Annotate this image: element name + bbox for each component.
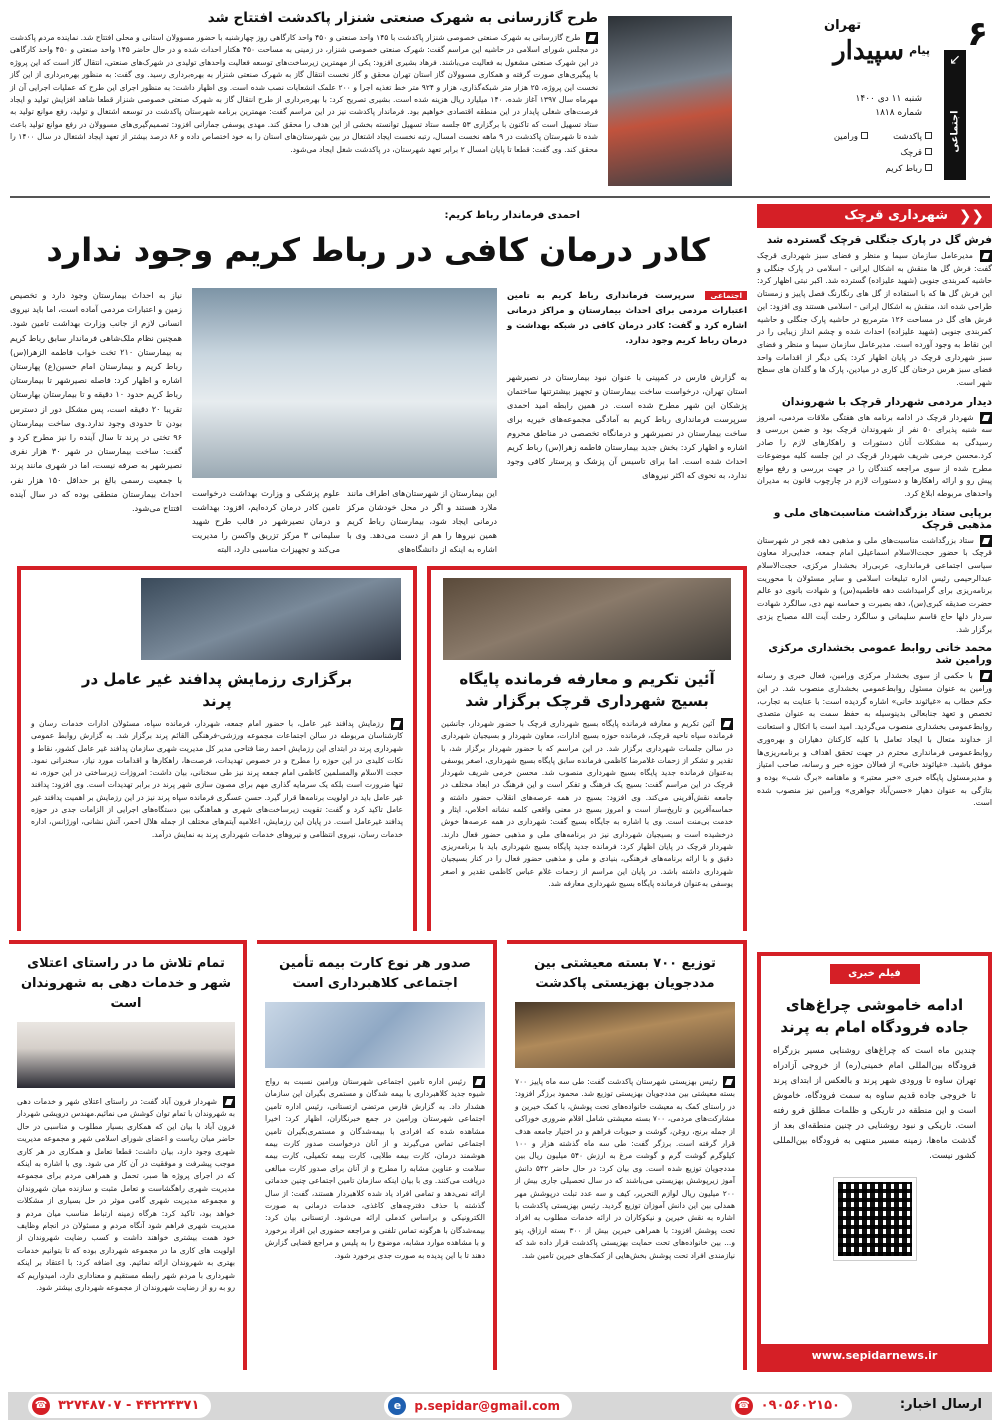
- email-address[interactable]: e p.sepidar@gmail.com: [384, 1394, 572, 1418]
- box-basij-body: آئین تکریم و معارفه فرمانده پایگاه بسیج شهرداری قرچک با حضور شهردار، جانشین فرمانده سپاه ناحیه قرچک، فرمانده حوزه بسیج ادارات، معاون شهردار و بسیجیان شهرداری در سالن جلسات شهرداری برگزار شد. در این مراسم که با حضور شهردار برگزار شد، با تقدیر و تشکر از زحمات غلامرضا کاظمی فرمانده سابق پایگاه بسیج شهرداری، اصغر یوسفی به‌عنوان فرمانده جدید پایگاه بسیج شهرداری منصوب شد. محسن خرمی شریف شهردار قرچک در این مراسم گفت: بسیج یک فرهنگ و تفکر است و این فرهنگ در ابعاد مختلف در جامعه نقش‌آفرینی می‌کند. وی افزود: بسیج در همه عرصه‌های انقلاب حضور داشته و حماسه‌آفرین و تاریخ‌ساز است و امروز بسیج در معنی واقعی کلمه نشانه اخلاص، ایثار و خدمت بی‌منت است. وی با اشاره به جایگاه بسیج گفت: شهرداری در همه عرصه‌ها خوش درخشیده است و بسیجیان شهرداری نیز در برنامه‌های ملی و مذهبی حضور فعال دارند. شهردار قرچک در پایان اظهار کرد: فرمانده جدید پایگاه بسیج شهرداری باید با برنامه‌ریزی دقیق و با ارائه برنامه‌های فرهنگی، بنیادی و ملی و مذهبی حضور فعال را در کنار بسیجیان شهرداری داشته باشد. در پایان این مراسم از زحمات غلام عباس کاظمی تقدیر و اصغر یوسفی به‌عنوان فرمانده پایگاه بسیج شهرداری معارفه شد.: [441, 719, 733, 888]
- story-bottom-middle: [257, 940, 497, 1370]
- film-label: فیلم خبری: [830, 964, 920, 984]
- main-story-kicker: احمدی فرماندار رباط کریم:: [444, 210, 580, 221]
- insurance-cards-photo: [265, 1002, 485, 1068]
- sidebar-item-2: [757, 396, 992, 501]
- story-bottom-right: [507, 940, 747, 1370]
- main-story-title: کادر درمان کافی در رباط کریم وجود ندارد: [46, 231, 710, 269]
- sidebar-item-title: دیدار مردمی شهردار قرچک با شهروندان: [781, 395, 992, 408]
- box-parand-body: رزمایش پدافند غیر عامل، با حضور امام جمعه، شهردار، فرمانده سپاه، مسئولان ادارات خدمات رسان و کارشناسان مربوطه در سالن اجتماعات مجموعه ورزشی-فرهنگی القائم پرند برگزار شد. به گزارش روابط عمومی شهرداری پرند در ابتدای این رزمایش احمد رضا فتاحی مدیر کل مدیریت شهری سازمان پدافند غیر عامل کشور، نقاط و نکات کلیدی در این حوزه را مطرح و در خصوص تهدیدات، فرصت‌ها، راهکارها و اقدامات مورد نیاز، سخنرانی نمود. حجت الاسلام والمسلمین کاظمی امام جمعه پرند نیز طی سخنانی، بیان داشت: امروزات زیرساختی در این حوزه، نه تنها ضرورت است بلکه یک سرمایه گذاری مهم برای مصون سازی شهر پرند در برابر تهدیدات است. وی افزود: پدافند غیر عامل باید در اولویت برنامه‌ها قرار گیرد. حسن عسگری فرمانده سپاه پرند نیز در این رزمایش بر اهمیت پدافند غیر عامل تاکید کرد و گفت: تقویت زیرساخت‌های شهری و هماهنگی بین دستگاه‌های اجرایی از الزامات جدی در حوزه پدافند غیرعامل است. در پایان این رزمایش، اعلامیه آیتم‌های مختلف از جمله هلال احمر، آتش نشانی، اورژانس، اداره خدمات رسان، نیروی انتظامی و نیروهای خدمات شهرداری پرند به نمایش درآمد.: [31, 719, 403, 839]
- food-packages-photo: [515, 1002, 735, 1068]
- story-bottom-left-title: تمام تلاش ما در راستای اعتلای شهر و خدمات دهی به شهروندان است: [20, 956, 232, 1011]
- story-bottom-right-title: توزیع ۷۰۰ بسته معیشتی بین مددجویان بهزیستی پاکدشت: [534, 956, 716, 991]
- story-bottom-left-body: شهردار فرون آباد گفت: در راستای اعتلای شهر و خدمات دهی به شهروندان با تمام توان کوشش می نمائیم.مهندس درویشی شهردار فرون آباد با بیان این که همکاری بسیار مطلوب و مناسبی در حال حاضر میان ریاست و اعضای شورای اسلامی شهر و مجموعه مدیریت شهری وجود دارد، بیان داشت: قطعا تعامل و همکاری در هر کاری موجب پیشرفت و موفقیت در آن کار می شود. وی با اشاره به اینکه که در اجرای پروژه ها صبر، تحمل و همراهی مردم برای مجموعه مدیریت شهری راهگشاست و تعامل مثبت و سازنده میان شهروندان و مجموعه مدیریت شهری گامی موثر در حل بسیاری از مشکلات خواهد بود، تاکید کرد: هرگاه زمینه ارتباط مناسب میان مردم و مدیریت شهری فراهم شود آنگاه مردم و مسئولان در انجام وظایف خود همت بیشتری خواهند داشت و کسب رضایت شهروندان از اولویت های کاری ما در مجموعه شهرداری بوده که تا بتوانیم خدمات بهتری به شهروندان ارائه نمائیم. وی اضافه کرد: با اعتقاد بر اینکه شهرداری با مردم شهر رابطه مستقیم و معناداری دارد، امیدواریم که رو به رو از رضایت شهروندان از مجموعه شهرداری بیشتر شود.: [16, 1097, 235, 1293]
- news-bullet-icon: [223, 1096, 235, 1108]
- page-number: ۶: [967, 14, 988, 54]
- news-bullet-icon: [980, 412, 992, 424]
- sidebar-item-3: [757, 507, 992, 637]
- sidebar-item-1: [757, 234, 992, 390]
- phone-mobile[interactable]: ☎ ۰۹۰۵۶۰۲۱۵۰: [731, 1394, 852, 1418]
- news-bullet-icon: [473, 1076, 485, 1088]
- city-pakdasht[interactable]: پاکدشت: [893, 132, 932, 142]
- issue-date: شنبه ۱۱ دی ۱۴۰۰: [855, 94, 922, 104]
- city-list: [812, 128, 932, 188]
- logo-text-top: پیام: [909, 44, 930, 57]
- parand-drill-photo: [141, 578, 401, 660]
- section-vertical-bar: [944, 50, 966, 180]
- email-icon: e: [388, 1397, 406, 1415]
- sidebar-item-body: شهردار قرچک در ادامه برنامه های هفتگی ملاقات مردمی، امروز سه شنبه پذیرای ۵۰ نفر از شهروندان قرچک بود و ضمن بررسی و رسیدگی به مشکلات آنان دستورات و راهکارهای لازم را صادر کرد.محسن خرمی شریف شهردار قرچک در این جلسه کلیه موضوعات مطرح شده از سوی مراجعه کنندگان را در جهت بررسی و رفع موانع پیش رو و ارائه راهکارها و دستورات لازم در چارچوب قانون به مدیران واحدهای مربوطه ابلاغ کرد.: [757, 412, 992, 498]
- news-bullet-icon: [723, 1076, 735, 1088]
- mayor-portrait-photo: [17, 1022, 235, 1088]
- story-bottom-middle-body: رئیس اداره تامین اجتماعی شهرستان ورامین نسبت به رواج شیوه جدید کلاهبرداری با بیمه شدگان و مستمری بگیران این سازمان هشدار داد. به گزارش فارس مرتضی ارتستانی، رئیس اداره تامین اجتماعی شهرستان ورامین در جمع خبرنگاران، اظهار کرد: اخیرا مشاهده شده که افرادی با بیمه‌شدگان و مستمری‌بگیران تامین اجتماعی تماس می‌گیرند و از آنان درخواست صدور کارت بیمه هوشمند درمان، کارت بیمه طلایی، کارت بیمه تکمیلی، کارت بیمه سلامت و عناوین مشابه را مطرح و از آنان برای صدور کارت مبالغی دریافت می‌کنند. وی با بیان اینکه سازمان تامین اجتماعی چنین خدماتی ارائه نمی‌دهد و تمامی افراد یاد شده کلاهبردار هستند، گفت: از سال گذشته با حذف دفترچه‌های کاغذی، خدمات درمانی به صورت الکترونیکی و براساس کدملی ارائه می‌شود. ارتستانی بیان کرد: بیمه‌شدگان با هرگونه تماس تلفنی و مراجعه حضوری این افراد برخورد و با مشاهده موارد مشابه، موضوع را به پلیس و مراجع قضایی گزارش دهند تا با این پدیده به صورت جدی برخورد شود.: [265, 1077, 485, 1260]
- city-qarchak[interactable]: قرچک: [900, 148, 932, 158]
- box-parand: [17, 566, 417, 931]
- news-bullet-icon: [980, 250, 992, 262]
- checkbox-icon: [925, 164, 932, 171]
- main-story-lead: [507, 288, 747, 349]
- phone-landline[interactable]: ☎ ۳۲۷۴۸۷۰۷ - ۴۴۲۲۴۳۷۱: [28, 1394, 211, 1418]
- sidebar-item-title: برپایی ستاد بزرگداشت مناسبت‌های ملی و مذهبی قرچک: [773, 506, 992, 531]
- news-bullet-icon: [391, 718, 403, 730]
- sidebar-header: ❮❮ شهرداری قرچک: [757, 204, 992, 228]
- news-bullet-icon: [980, 535, 992, 547]
- section-tag: اجتماعی: [705, 291, 747, 300]
- divider-top: [10, 196, 990, 198]
- box-basij: [427, 566, 747, 931]
- logo-text-city: تهران: [824, 18, 862, 33]
- top-story: [10, 10, 598, 190]
- sidebar-item-body: ستاد بزرگداشت مناسبت‌های ملی و مذهبی دهه فجر در شهرستان قرچک با حضور حجت‌الاسلام اسماعیلی امام جمعه، خدایی‌راد معاون سیاسی اجتماعی فرمانداری، عربی‌راد بخشدار مرکزی، حجت‌الاسلام عبدالرحیمی رئیس اداره تبلیغات اسلامی و سایر مسئولان با محوریت برنامه‌ریزی برای گرامیداشت دهه فاطمیه(س) و شهادت بانوی دو عالم حضرت صدیقه کبری(س)، دهه بصیرت و حماسه نهم دی، سالگرد شهادت سردار دلها حاج قاسم سلیمانی و سالگرد رحلت آیت الله مصباح یزدی برگزار شد.: [757, 535, 992, 634]
- story-bottom-left: [9, 940, 247, 1370]
- news-bullet-icon: [980, 670, 992, 682]
- sidebar-item-4: [757, 642, 992, 810]
- masthead: [742, 8, 992, 188]
- qr-code[interactable]: [834, 1178, 916, 1260]
- logo-text-main: سپیدار: [833, 36, 904, 66]
- sidebar-item-title: محمد خانی روابط عمومی بخشداری مرکزی ورامین شد: [768, 642, 992, 667]
- top-story-body: طرح گازرسانی به شهرک صنعتی خصوصی شنزار پاکدشت با ۱۴۵ واحد صنعتی و ۴۵۰ واحد کارگاهی روز چهارشنبه با حضور مسوولان استانی و محلی افتتاح شد. نماینده مردم پاکدشت در مجلس شورای اسلامی در حاشیه این مراسم گفت: شهرک صنعتی خصوصی شنزار، در زمینی به مساحت ۴۵۰ هکتار احداث شده و در حال حاضر ۱۴۵ واحد صنعتی و ۴۵۰ واحد کارگاهی در این شهرک صنعتی مشغول به فعالیت می‌باشند. فرهاد بشیری افزود: یکی از مهمترین زیرساخت‌های توسعه فعالیت واحدهای تولیدی در شهرک‌های صنعتی، انتقال گاز است که این پروژه با پیگیری‌های صورت گرفته و همکاری مسوولان گاز استان تهران محقق و گاز نخست انتقال گاز به شهرک صنعتی شنزار به بهره‌برداری رسید. وی گفت: به منظور بهره‌برداری از این گاز نخست این پروژه، ۲۵ هزار متر شبکه‌گذاری، هزار و ۹۲۴ متر خط تغذیه اجرا و ۲۰۰ علمک انشعابات نصب شده است. وی اظهار داشت: به منظور اجرای این طرح که عملیات اجرایی آن از مهرماه سال ۱۳۹۷ آغاز شده، ۱۴۰ میلیارد ریال هزینه شده است. بشیری تصریح کرد: با بهره‌برداری از طرح انتقال گاز به شهرک صنعتی خصوصی شنزار قطعا شاهد افزایش تولید و ایجاد فرصت‌های شغلی پایدار در این منطقه اقتصادی خواهیم بود. فرماندار پاکدشت نیز در این مراسم گفت: مهمترین برنامه شهرستان پاکدشت در توسعه اشتغال و تولید، رفع موانع تولید به ستاد تسهیل است که تاکنون با برگزاری ۵۳ جلسه ستاد تسهیل توانسته بخشی از این هدف را محقق کند. مهدی یوسفی جمارانی افزود: تصمیم‌گیری‌های مسوولان در رفع موانع تولید باعث شده تا شهرستان پاکدشت در ۹ ماهه نخست امسال، رتبه نخست ایجاد اشتغال در بین شهرستان‌های استان را به خود اختصاص داده و ۸۶ درصد بیشتر از تعهد ایجاد اشتغال در سال ۱۴۰۰ را محقق کند. وی گفت: قطعا تا پایان امسال ۲ برابر تعهد شهرستان، در پاکدشت شغل ایجاد می‌شود.: [10, 33, 599, 154]
- story-bottom-right-body: رئیس بهزیستی شهرستان پاکدشت گفت: طی سه ماه پاییز ۷۰۰ بسته معیشتی بین مددجویان بهزیستی توزیع شد. محمود برزگر افزود: در راستای کمک به معیشت خانواده‌های تحت پوشش، با کمک خیرین و مشارکت‌های مردمی، ۷۰۰ بسته معیشتی شامل اقلام ضروری خوراکی از جمله برنج، روغن، گوشت و حبوبات فراهم و در اختیار جامعه هدف قرار گرفته است. برزگر گفت: طی سه ماه گذشته هزار و ۱۰۰ کیلوگرم گوشت گرم و گوشت مرغ به ارزش ۵۴۰ میلیون ریال بین مددجویان توزیع شده است. وی بیان کرد: در حال حاضر ۵۴۲ دانش آموز زیرپوشش بهزیستی می‌باشند که در سال تحصیلی جاری بیش از ۲۰۰ میلیون ریال لوازم التحریر، کیف و سه عدد تبلت درپوشش مهر همدلی بین این دانش آموزان توزیع گردید. رئیس بهزیستی پاکدشت با اشاره به نقش خیرین و نیکوکاران در ارائه خدمات مطلوب به افراد تحت پوشش افزود: با همراهی خیرین بیش از ۳۰۰ بسته ارزاق، پتو و... بین خانواده‌های تحت حمایت بهزیستی پاکدشت قرار داده شد که نیازمندی افراد تحت پوشش بخش‌هایی از کمک‌های خیرین تامین شد.: [515, 1077, 735, 1260]
- city-robatkarim[interactable]: رباط کریم: [886, 164, 932, 174]
- story-bottom-middle-title: صدور هر نوع کارت بیمه تأمین اجتماعی کلاهبرداری است: [279, 956, 471, 991]
- website-bar[interactable]: www.sepidarnews.ir: [761, 1344, 988, 1368]
- news-bullet-icon: [721, 718, 733, 730]
- hospital-ward-photo: [192, 288, 497, 478]
- box-parand-title: برگزاری رزمایش پدافند غیر عامل در پرند: [81, 670, 353, 710]
- gas-inauguration-photo: [608, 16, 732, 186]
- main-story-col1: به گزارش فارس در کمپینی با عنوان نبود بیمارستان در نصیرشهر استان تهران، درخواست ساخت بیمارستان و تجهیز بیشترتنها ساختمان پزشکان این شهر مطرح شده است. در همین رابطه امید احمدی سرپرست فرمانداری رباط کریم به آمادگی مجموعه‌های خیریه برای ساخت بیمارستان در نصیرشهر و درمانگاه تخصصی در مناطق محروم اشاره و اظهار کرد: بخش جدید بیمارستان فاطمه زهرا(س) رباط کریم احداث شده است. اما برای تاسیس آن پزشک و پرستار کافی وجود ندارد، به نحوی که اکثر نیروهای: [507, 372, 747, 480]
- checkbox-icon: [925, 132, 932, 139]
- film-news-box: [757, 952, 992, 1372]
- sidebar-item-body: مدیرعامل سازمان سیما و منظر و فضای سبز شهرداری قرچک گفت: فرش گل ها منقش به اشکال ایرانی - اسلامی در پارک جنگلی و حاشیه کمربندی جنوبی (شهید علیزاده) گسترده شد. اکبر نبتی اظهار کرد: این فرش گل ها که با استفاده از گل های رنگارنگ فصل پاییز و زمستان طراحی شده اند، منقش به اشکال ایرانی - اسلامی هستند وی افزود: این فرش های گل در مساحت ۱۲۶ مترمربع در حاشیه پارک جنگلی و حاشیه کمربندی جنوبی (شهید علیزاده) احداث شده و چشم انداز زیبایی را در این نقاط به وجود آورده است. مدیرعامل سازمان سیما و منظر و فضای سبز شهرداری قرچک در پایان اظهار کرد: یکی دیگر از اقدامات واحد فضای سبز هرس درختان گل کاری در میادین، پارک ها و گلدان های سطح شهر است.: [757, 251, 992, 388]
- contact-bar: [8, 1392, 992, 1420]
- main-story-col2: این بیمارستان از شهرستان‌های اطراف مانند ملارد هستند و اگر در محل خودشان مرکز درمانی ایجاد شود، بیمارستان رباط کریم همین نیروها را هم از دست می‌دهد. وی با اشاره به اینکه از دانشگاه‌های: [346, 488, 497, 554]
- main-story-col4: نیاز به احداث بیمارستان وجود دارد و تخصیص زمین و اعتبارات مردمی آماده است، اما باید نیروی انسانی لازم از جانب وزارت بهداشت تامین شود. همچنین نظام ملک‌شاهی فرماندار سابق رباط کریم به بیمارستان ۲۱۰ تخت خواب فاطمه الزهرا(س) رباط کریم و بیمارستان امام حسین(ع) پهارستان اشاره و اظهار کرد: فاصله نصیرشهر تا بیمارستان رباط کریم حدود ۱۰ دقیقه و تا بیمارستان بهارستان تقریبا ۲۰ دقیقه است، پس مشکل دور از دسترس بودن تا حدودی وجود ندارد.وی ساخت بیمارستان ۹۶ تختی در پرند تا سال آینده را نیز مطرح کرد و گفت: ساخت بیمارستان در شهر ۳۰ هزار نفری نصیرشهر به صرفه نیست، اما در شهری مانند پرند با جمعیت رسمی بالغ بر حداقل ۱۵۰ هزار نفر، احداث بیمارستان منطقی بوده که در سال آینده افتتاح می‌شود.: [10, 290, 183, 514]
- checkbox-icon: [861, 132, 868, 139]
- contact-label: ارسال اخبار:: [899, 1397, 982, 1412]
- film-title: ادامه خاموشی چراغ‌های جاده فرودگاه امام به پرند: [780, 996, 969, 1036]
- checkbox-icon: [925, 148, 932, 155]
- logo: [814, 18, 934, 98]
- top-story-title: طرح گازرسانی به شهرک صنعتی شنزار پاکدشت افتتاح شد: [207, 10, 598, 26]
- city-varamin[interactable]: ورامین: [834, 132, 868, 142]
- news-bullet-icon: [586, 32, 598, 44]
- main-story-col3: علوم پزشکی و وزارت بهداشت درخواست تامین کادر درمان کرده‌ایم، افزود: بهداشت و درمان نصیرشهر در قالب طرح شهید سلیمانی ۳ مرکز تزریق واکسن را مدیریت می‌کند و تجهیزات مناسبی دارد، البته: [192, 488, 340, 554]
- film-body: چندین ماه است که چراغ‌های روشنایی مسیر بزرگراه فرودگاه بین‌المللی امام خمینی(ره) از خروجی آزادراه تهران ساوه تا ورودی شهر پرند و بالعکس از ابتدای پرند تا خروجی جاده قدیم ساوه به سمت فرودگاه، خاموش است و این منطقه در تاریکی و ظلمات مطلق فرو رفته است. تاریکی و نبود روشنایی در چنین منطقه‌ای بعد از گذشت ماه‌ها، زمینه مسیر منتهی به فرودگاه بین‌المللی کشور نیست.: [773, 1046, 976, 1161]
- issue-number: شماره ۱۸۱۸: [875, 108, 922, 118]
- sidebar-item-body: با حکمی از سوی بخشدار مرکزی ورامین، فعال خبری و رسانه ورامین به عنوان مسئول روابط‌عمومی بخشداری منصوب شد. در این حکم خطاب به «غیاثوند خانی» اشاره گردیده است: با عنایت به تجارب، تخصص و تعهد جنابعالی بدینوسیله به حفظ سمت به عنوان متصدی روابط‌عمومی بخشداری منصوب می‌گردید. امید است با اتکال و استعانت از خداوند متعال با ایجاد تعامل با کلیه کارکنان دهیاران و بهره‌وری روابط‌عمومی فرمانداری محترم در جهت تحقق اهداف و برنامه‌ریزی‌ها موفق باشید. «غیاثوند خانی» از فعالان حوزه خبر و رسانه، صاحب امتیاز و مدیرمسئول پایگاه خبری «خبر معتبر» و ماهنامه «برگ شب» بوده و بتازگی به عنوان دهیار «حسن‌آباد جواهری» ورامین نیز منصوب شده است.: [757, 671, 992, 808]
- sidebar-item-title: فرش گل در پارک جنگلی قرچک گسترده شد: [766, 234, 992, 246]
- basij-ceremony-photo: [443, 578, 731, 660]
- double-chevron-icon: ❮❮: [958, 207, 984, 225]
- phone-icon: ☎: [735, 1397, 753, 1415]
- arrow-down-icon: ↙: [949, 52, 961, 68]
- section-label: اجتماعی: [949, 110, 961, 153]
- phone-icon: ☎: [32, 1397, 50, 1415]
- main-story-lead-text: سرپرست فرمانداری رباط کریم به تامین اعتبارات مردمی برای احداث بیمارستان و مراکز درمانی اشاره کرد و گفت: کادر درمان کافی در شبکه بهداشت و درمان رباط کریم وجود ندارد.: [507, 291, 747, 346]
- box-basij-title: آئین تکریم و معارفه فرمانده پایگاه بسیج شهرداری قرچک برگزار شد: [459, 670, 715, 710]
